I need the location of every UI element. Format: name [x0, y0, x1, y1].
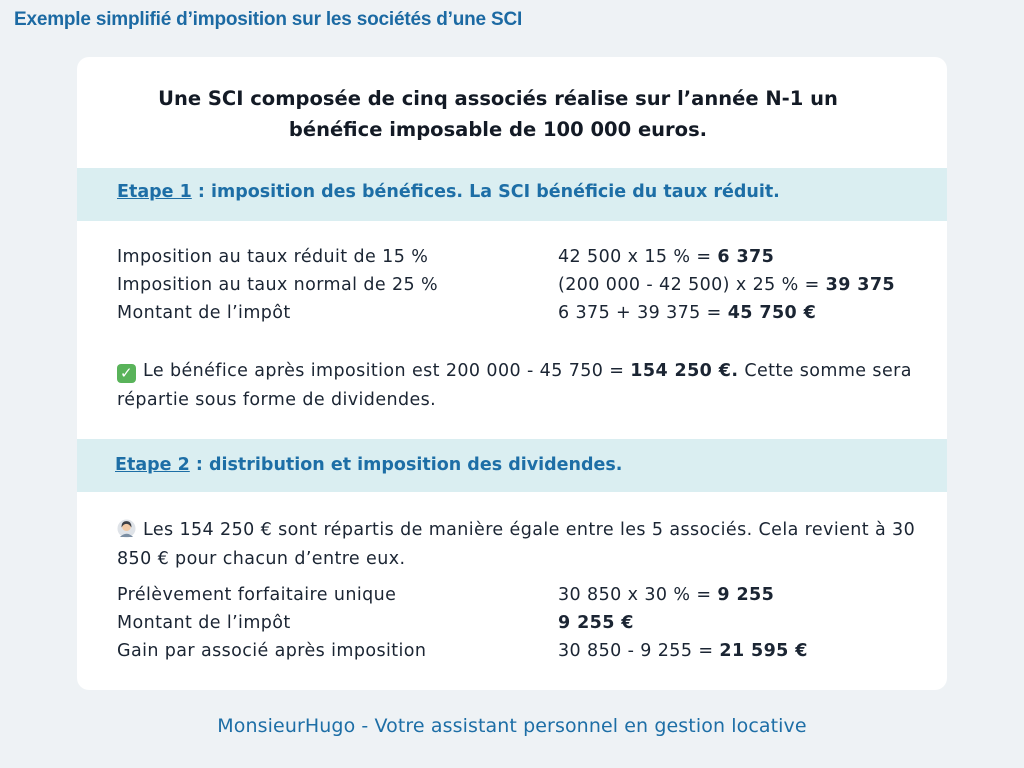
person-icon [117, 519, 136, 538]
step-1-heading [117, 182, 780, 202]
step-2-row-flat-tax [117, 585, 775, 605]
row-value: 6 375 + 39 375 = 45 750 € [558, 303, 817, 323]
row-label: Imposition au taux normal de 25 % [117, 275, 439, 295]
row-value: (200 000 - 42 500) x 25 % = 39 375 [558, 275, 896, 295]
example-card [77, 57, 947, 690]
step-2-heading [115, 455, 622, 475]
intro-text [77, 83, 919, 145]
step-2-band [77, 439, 947, 492]
row-label: Montant de l’impôt [117, 613, 291, 633]
step-1-row-reduced-rate [117, 247, 775, 267]
step-1-row-normal-rate [117, 275, 896, 295]
row-label: Imposition au taux réduit de 15 % [117, 247, 429, 267]
step-2-link[interactable]: Etape 2 [115, 455, 190, 475]
step-1-row-tax-amount [117, 303, 817, 323]
step-2-row-tax-amount [117, 613, 634, 633]
page-title: Exemple simplifié d’imposition sur les sociétés d’une SCI [14, 9, 523, 30]
row-label: Gain par associé après imposition [117, 641, 427, 661]
check-mark-icon: ✓ [117, 364, 136, 383]
row-label: Montant de l’impôt [117, 303, 291, 323]
intro-line-1: Une SCI composée de cinq associés réalise sur l’année N-1 un [158, 87, 838, 110]
step-2-row-net-gain [117, 641, 808, 661]
step-1-band [77, 168, 947, 221]
row-value: 9 255 € [558, 613, 634, 633]
footer-text: MonsieurHugo - Votre assistant personnel en gestion locative [217, 715, 807, 737]
row-value: 30 850 x 30 % = 9 255 [558, 585, 775, 605]
step-2-note: Les 154 250 € sont répartis de manière égale entre les 5 associés. Cela revient à 30 850 € pour chacun d’entre eux. [117, 520, 916, 569]
step-2-title: : distribution et imposition des dividendes. [189, 455, 623, 475]
step-1-note: ✓ Le bénéfice après imposition est 200 000 - 45 750 = 154 250 €. Cette somme sera répartie sous forme de dividendes. [117, 361, 912, 410]
step-1-title: : imposition des bénéfices. La SCI bénéficie du taux réduit. [191, 182, 780, 202]
intro-line-2: bénéfice imposable de 100 000 euros. [288, 118, 708, 141]
row-label: Prélèvement forfaitaire unique [117, 585, 397, 605]
row-value: 42 500 x 15 % = 6 375 [558, 247, 775, 267]
step-1-link[interactable]: Etape 1 [117, 182, 192, 202]
row-value: 30 850 - 9 255 = 21 595 € [558, 641, 808, 661]
